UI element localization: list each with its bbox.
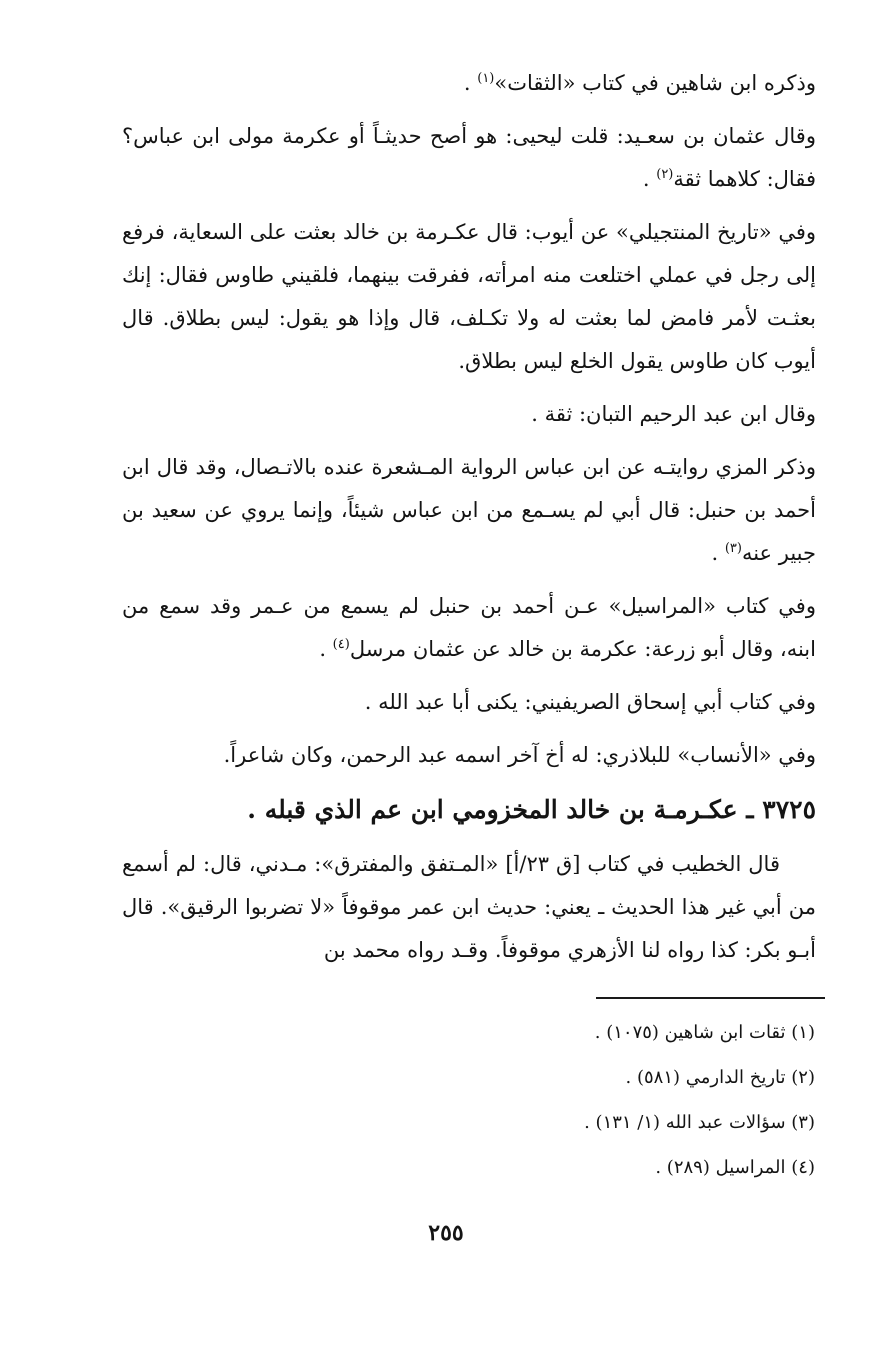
paragraph-8: وفي «الأنساب» للبلاذري: له أخ آخر اسمه عبد الرحمن، وكان شاعراً. (223, 743, 816, 767)
footnote-2: (٢) تاريخ الدارمي (٥٨١) . (625, 1067, 815, 1088)
footnote-1: (١) ثقات ابن شاهين (١٠٧٥) . (594, 1022, 815, 1043)
entry-heading: ٣٧٢٥ ـ عكـرمـة بن خالد المخزومي ابن عم الذي قبله . (247, 795, 816, 824)
footnote-4: (٤) المراسيل (٢٨٩) . (655, 1157, 815, 1178)
footnote-ref-2: (٢) (656, 167, 674, 182)
footnote-ref-1: (١) (477, 71, 495, 86)
paragraph-7: وفي كتاب أبي إسحاق الصريفيني: يكنى أبا عبد الله . (364, 690, 816, 714)
paragraph-1: وذكره ابن شاهين في كتاب «الثقات»$^{(١)}$ . (463, 71, 816, 95)
footnote-ref-4: (٤) (332, 637, 350, 652)
paragraph-5: وذكر المزي روايتـه عن ابن عباس الرواية المـشعرة عنده بالاتـصال، وقد قال ابن أحمد بن حنبل: قال أبي لم يسـمع من ابن عباس شيئاً، وإنما يروي عن سعيد بن جبير عنه$^{(٣)}$ . (122, 455, 817, 565)
main-text (122, 62, 816, 982)
paragraph-2: وقال عثمان بن سعـيد: قلت ليحيى: هو أصح حديثـاً أو عكرمة مولى ابن عباس؟ فقال: كلاهما ثقة$^{(٢)}$ . (122, 124, 816, 191)
paragraph-6: وفي كتاب «المراسيل» عـن أحمد بن حنبل لم يسمع من عـمر وقد سمع من ابنه، وقال أبو زرعة: عكرمة بن خالد عن عثمان مرسل$^{(٤)}$ . (122, 594, 816, 661)
entry-paragraph: قال الخطيب في كتاب [ق ٢٣/أ] «المـتفق والمفترق»: مـدني، قال: لم أسمع من أبي غير هذا الحديث ـ يعني: حديث ابن عمر موقوفاً «لا تضربوا الرقيق». قال أبـو بكر: كذا رواه لنا الأزهري موقوفاً. وقـد رواه محمد بن (122, 852, 816, 962)
page-number: ٢٥٥ (428, 1220, 464, 1246)
footnotes (315, 1010, 815, 1190)
paragraph-4: وقال ابن عبد الرحيم التبان: ثقة . (531, 402, 816, 426)
footnote-ref-3: (٣) (724, 541, 742, 556)
paragraph-3: وفي «تاريخ المنتجيلي» عن أيوب: قال عكـرمة بن خالد بعثت على السعاية، فرفع إلى رجل في عملي اختلعت منه امرأته، ففرقت بينهما، فلقيني طاوس فقال: إنك بعثـت لأمر فامض لما بعثت له ولا تكـلف، قال وإذا هو يقول: ليس بطلاق. قال أيوب كان طاوس يقول الخلع ليس بطلاق. (122, 220, 816, 373)
footnote-divider (596, 997, 825, 999)
footnote-3: (٣) سؤالات عبد الله (١/ ١٣١) . (584, 1112, 815, 1133)
